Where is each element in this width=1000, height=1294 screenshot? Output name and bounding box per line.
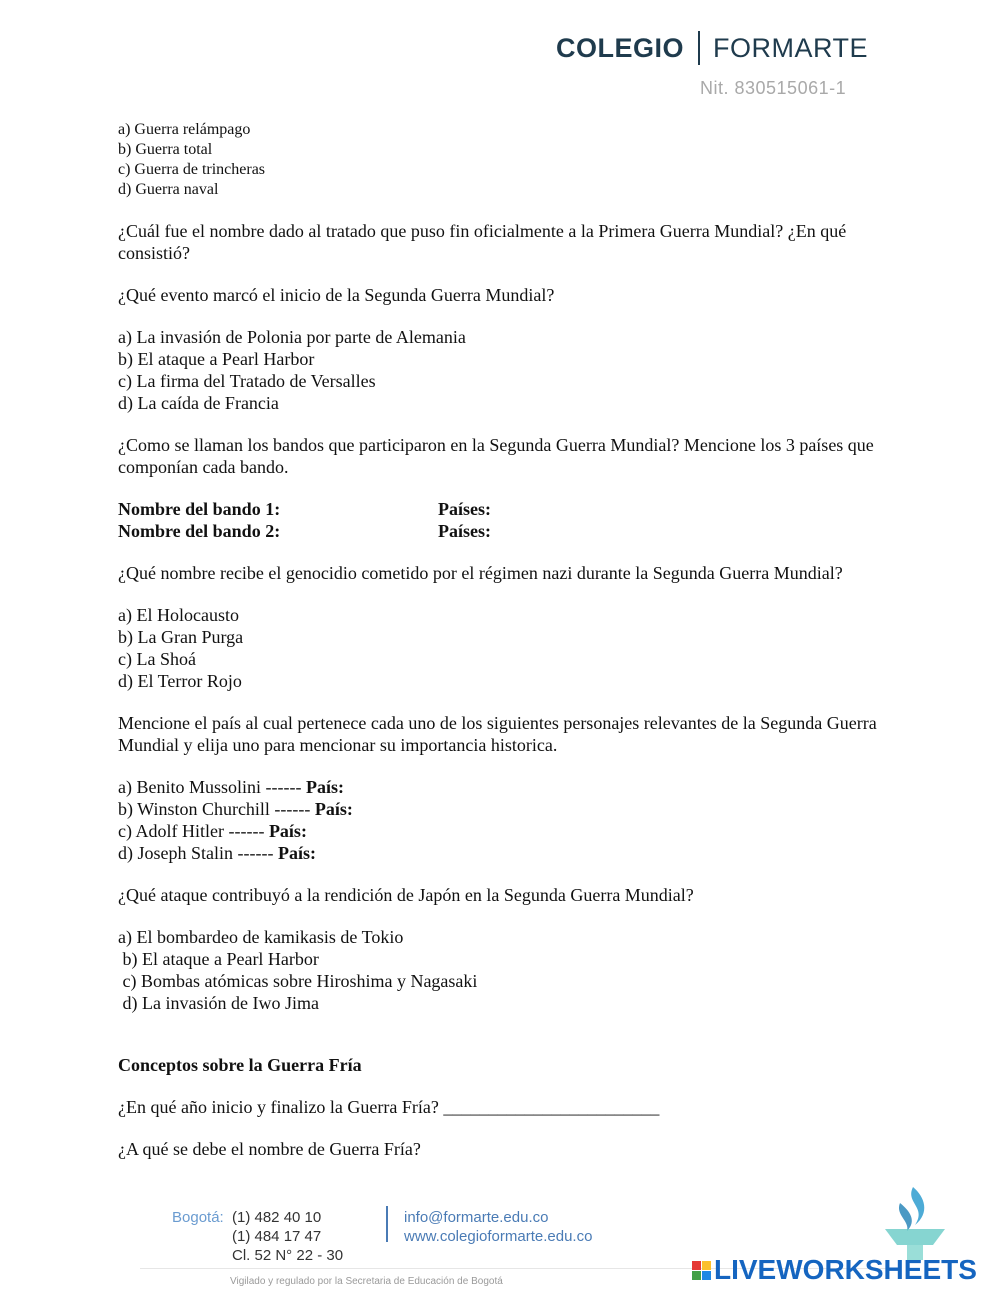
option: b) La Gran Purga: [118, 627, 244, 647]
footer-phones: [232, 1208, 382, 1265]
option: d) La caída de Francia: [118, 393, 279, 413]
torch-icon: [855, 1185, 975, 1265]
pais-label: País:: [314, 799, 353, 819]
question-japan: ¿Qué ataque contribuyó a la rendición de Japón en la Segunda Guerra Mundial?: [118, 885, 694, 905]
option: a) La invasión de Polonia por parte de Alemania: [118, 327, 466, 347]
personaje-name: b) Winston Churchill ------: [118, 799, 315, 819]
option: a) El bombardeo de kamikasis de Tokio: [118, 927, 404, 947]
liveworksheets-text: LIVEWORKSHEETS: [714, 1254, 977, 1285]
option: c) La Shoá: [118, 649, 196, 669]
footer-phone: (1) 484 17 47: [232, 1228, 322, 1245]
school-logo: [556, 28, 868, 68]
bando-label: Nombre del bando 2:: [118, 521, 281, 541]
pais-label: País:: [305, 777, 344, 797]
option: d) El Terror Rojo: [118, 671, 242, 691]
footer-address: Cl. 52 N° 22 - 30: [232, 1247, 344, 1264]
option: c) Bombas atómicas sobre Hiroshima y Nagasaki: [118, 971, 478, 991]
paises-label: Países:: [438, 499, 491, 519]
q2-options: [118, 326, 898, 414]
q5-items: [118, 776, 898, 864]
footer-city: Bogotá:: [172, 1209, 224, 1226]
paises-label: Países:: [438, 521, 491, 541]
personaje-row: [118, 798, 898, 820]
question-genocide: ¿Qué nombre recibe el genocidio cometido por el régimen nazi durante la Segunda Guerra Mundial?: [118, 563, 843, 583]
footer-phone: (1) 482 40 10: [232, 1209, 322, 1226]
section-title: Conceptos sobre la Guerra Fría: [118, 1055, 362, 1075]
personaje-row: [118, 842, 898, 864]
personaje-name: a) Benito Mussolini ------: [118, 777, 306, 797]
personaje-row: [118, 776, 898, 798]
bando-row-1: [118, 498, 898, 520]
option: a) El Holocausto: [118, 605, 239, 625]
question-treaty: ¿Cuál fue el nombre dado al tratado que puso fin oficialmente a la Primera Guerra Mundial? ¿En qué consistió?: [118, 221, 847, 263]
option: d) La invasión de Iwo Jima: [118, 993, 319, 1013]
option: b) Guerra total: [118, 141, 213, 158]
pais-label: País:: [277, 843, 316, 863]
footer-email[interactable]: info@formarte.edu.co: [404, 1209, 549, 1226]
logo-word-formarte: FORMARTE: [713, 32, 869, 63]
footer-vigilado: Vigilado y regulado por la Secretaria de Educación de Bogotá: [230, 1276, 503, 1287]
question-ww2-start: ¿Qué evento marcó el inicio de la Segunda Guerra Mundial?: [118, 285, 555, 305]
personaje-row: [118, 820, 898, 842]
worksheet-content: [118, 120, 898, 1160]
bando-row-2: [118, 520, 898, 542]
liveworksheets-watermark: [692, 1254, 977, 1286]
logo-divider: [698, 31, 700, 65]
option: b) El ataque a Pearl Harbor: [118, 949, 319, 969]
pais-label: País:: [268, 821, 307, 841]
nit-number: Nit. 830515061-1: [700, 78, 847, 98]
option: d) Guerra naval: [118, 181, 219, 198]
option: b) El ataque a Pearl Harbor: [118, 349, 315, 369]
bando-label: Nombre del bando 1:: [118, 499, 281, 519]
question-cold-war-years: ¿En qué año inicio y finalizo la Guerra Fría? ________________________: [118, 1097, 660, 1117]
footer-website[interactable]: www.colegioformarte.edu.co: [404, 1228, 593, 1245]
option: c) Guerra de trincheras: [118, 161, 266, 178]
personaje-name: c) Adolf Hitler ------: [118, 821, 269, 841]
q0-options: [118, 120, 898, 200]
footer-divider: [386, 1206, 388, 1242]
footer-contacts: [404, 1208, 664, 1246]
question-cold-war-name: ¿A qué se debe el nombre de Guerra Fría?: [118, 1139, 421, 1159]
question-personajes: Mencione el país al cual pertenece cada uno de los siguientes personajes relevantes de la Segunda Guerra Mundial y elija uno para mencionar su importancia historica.: [118, 713, 877, 755]
personaje-name: d) Joseph Stalin ------: [118, 843, 278, 863]
option: a) Guerra relámpago: [118, 121, 251, 138]
option: c) La firma del Tratado de Versalles: [118, 371, 376, 391]
q6-options: [118, 926, 898, 1014]
logo-word-colegio: COLEGIO: [556, 32, 685, 63]
question-bandos: ¿Como se llaman los bandos que participaron en la Segunda Guerra Mundial? Mencione los 3 países que componían cada bando.: [118, 435, 874, 477]
q4-options: [118, 604, 898, 692]
liveworksheets-logo-icon: [692, 1261, 711, 1280]
